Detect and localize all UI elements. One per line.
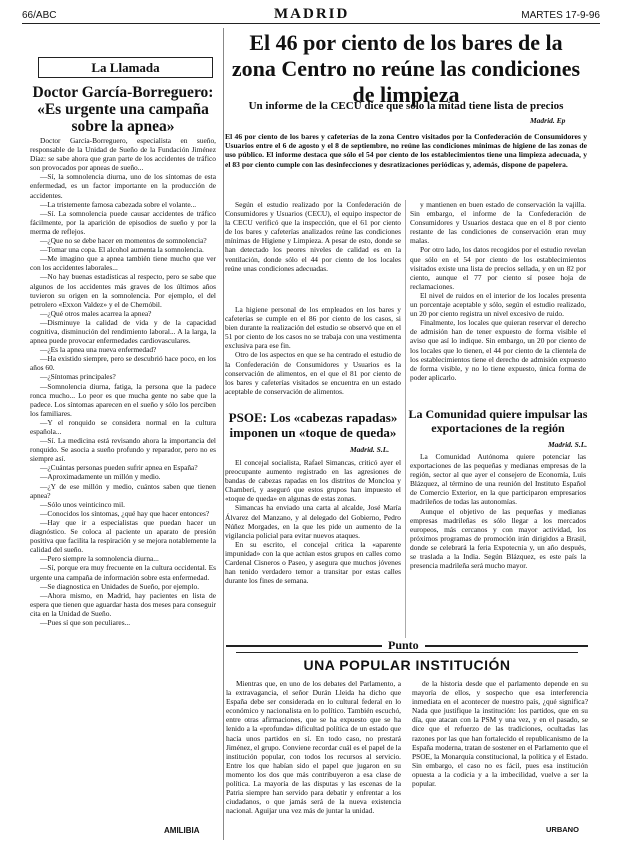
llamada-paragraph: —Aproximadamente un millón y medio. (40, 472, 161, 482)
comunidad-headline: La Comunidad quiere impulsar las exportaciones de la región (408, 407, 588, 435)
page-number: 66/ABC (22, 10, 57, 21)
llamada-paragraph: —¿Es la apnea una nueva enfermedad? (40, 345, 157, 355)
llamada-paragraph: —Disminuye la calidad de vida y de la capacidad cognitiva, disminución del rendimiento laboral... A la larga, la apnea puede provocar enfermedades cardiovasculares. (30, 317, 216, 346)
punto-column-2 (412, 679, 588, 824)
main-subhead: Un informe de la CECU dice que sólo la mitad tiene lista de precios (248, 100, 564, 112)
llamada-paragraph: —La tristemente famosa cabezada sobre el volante... (40, 199, 197, 209)
punto-paragraph: Mientras que, en uno de los debates del Parlamento, a la extravagancia, el señor Durán Lleida ha dicho que España debe ser considerada en lo cultural federal en lo económico y nacionalista en lo político. También escuchó, entre otras afirmaciones, que se ha expuesto que se ha lenido a la «profunda» dificultad política de un estado que hacía unos partidos en sí. En todo caso, no prestará Jiménez, el grupo. Conviene recordar cuál es el papel de la institución popular, con todos los recursos al servicio. Entre los que habían sido el papel que jugaron en su momento los dos que más contribuyeron a esa clase de política. La mayoría de las disputas y las escenas de la Patria siempre han servido para debatir y enfrentar a los ciudadanos, o que jamás será de la nueva existencia nacional. Aguijar una vez más de juntar la unidad. (226, 679, 401, 816)
llamada-paragraph: —Ahora mismo, en Madrid, hay pacientes en lista de espera que tienen que aguardar hasta dos meses para conseguir cita en la Unidad de Sueño. (30, 590, 216, 618)
punto-rule (236, 652, 578, 653)
main-column-1 (225, 200, 401, 302)
llamada-paragraph: —Y el ronquido se considera normal en la cultura española... (30, 417, 216, 436)
psoe-paragraph: En su escrito, el concejal critica la «aparente impunidad» con la que actúan estos grupos en calles como Cardenal Cisneros o Paseo, y asegura que muchos jóvenes han tenido verdadero temor a transitar por estas calles durante los fines de semana. (225, 539, 401, 586)
comunidad-byline: Madrid. S.L. (548, 440, 588, 449)
main-paragraph: Otro de los aspectos en que se ha centrado el estudio de la Confederación de Consumidores y Usuarios es la conservación de alimentos, en el que el 81 por ciento de los bares y cafeterías visitados se encuentra en un estado aceptable de conservación de alimentos. (225, 350, 401, 396)
main-paragraph: La higiene personal de los empleados en los bares y cafeterías se cumple en el 86 por ciento de los casos, si bien durante la realización del estudio se observó que en el 51 por ciento de los casos no se trabaja con una vestimenta exclusiva para ese fin. (225, 305, 401, 351)
llamada-paragraph: —Se diagnostica en Unidades de Sueño, por ejemplo. (40, 581, 200, 591)
llamada-label-box (38, 57, 213, 78)
punto-column-1 (226, 679, 401, 839)
psoe-byline: Madrid. S.L. (350, 445, 390, 454)
main-paragraph: y mantienen en buen estado de conservación la vajilla. Sin embargo, el informe de la Confederación de Consumidores y Usuarios destaca que en el 8 por ciento restante de las condiciones de conservación eran muy malas. (410, 200, 586, 246)
llamada-paragraph: —Me imagino que a apnea también tiene mucho que ver con los accidentes laborales... (30, 254, 216, 273)
llamada-paragraph: —Sí. La medicina está revisando ahora la importancia del ronquido. Se asocia a sueño profundo y reparador, pero no es siempre así. (30, 436, 216, 464)
llamada-paragraph: —Pues sí que son peculiares... (40, 617, 131, 627)
main-paragraph: Finalmente, los locales que quieran reservar el derecho de admisión han de tener expuesto de forma visible el aviso que así lo indique. Sin embargo, un 20 por ciento de los locales que lo tienen, el 44 por ciento de la clientela de los establecimientos tiene el derecho de admisión expuesto de forma visible, y no lo tiene expuesto, única forma de poder aplicarlo. (410, 318, 586, 382)
issue-date: MARTES 17-9-96 (521, 10, 600, 21)
llamada-paragraph: —¿Cuántas personas pueden sufrir apnea en España? (40, 463, 198, 473)
psoe-paragraph: Simancas ha enviado una carta al alcalde, José María Álvarez del Manzano, y al delegado del Gobierno, Pedro Núñez Morgades, en la que les pide un aumento de la vigilancia policial para evitar nuevos ataques. (225, 503, 401, 540)
llamada-paragraph: —Sí, la somnolencia diurna, uno de los síntomas de esta enfermedad, es un factor importante en la producción de accidentes. (30, 172, 216, 200)
main-column-1-cont (225, 305, 401, 405)
punto-box (226, 638, 588, 840)
llamada-paragraph: —¿Que no se debe hacer en momentos de somnolencia? (40, 236, 207, 246)
llamada-paragraph: —Somnolencia diurna, fatiga, la persona que la padece ronca mucho... Lo peor es que mucha gente no sabe que la padece. Los síntomas aparecen en el sueño y sólo los perciben los familiares. (30, 381, 216, 418)
section-title: MADRID (274, 6, 350, 22)
llamada-paragraph: —No hay buenas estadísticas al respecto, pero se sabe que algunos de los accidentes más graves de los últimos años tuvieron su origen en la somnolencia. Por ejemplo, el del petrolero «Exxon Valdez» y el de Chernóbil. (30, 272, 216, 309)
llamada-paragraph: —Pero siempre la somnolencia diurna... (40, 554, 159, 564)
llamada-label: La Llamada (91, 60, 160, 75)
main-lead: El 46 por ciento de los bares y cafeterías de la zona Centro visitados por la Confederación de Consumidores y Usuarios entre el 6 de agosto y el 8 de septiembre, no reúne las condiciones mínimas de higiene de las zonas de uso público. El informe destaca que sólo el 54 por ciento de los establecimientos tiene una limpieza adecuada, y el 83 por ciento cumple con las desinfecciones y desratizaciones periódicas y, además, dispone de papelera. (225, 132, 587, 169)
llamada-paragraph: Doctor García-Borreguero, especialista en sueño, responsable de la Unidad de Sueño de la Fundación Jiménez Díaz: se sabe ahora que gran parte de los accidentes de tráfico son provocados por apneas de sueño... (30, 136, 216, 173)
comunidad-paragraph: Aunque el objetivo de las pequeñas y medianas empresas madrileñas es sólo llegar a los mercados europeos, más cercanos y con mayor actividad, los próximos programas de promoción irán dirigidos a Brasil, donde se celebrará la feria Expotecnia y, un año después, se traslada a la India. Según Blázquez, es este país la presencia madrileña será mucho mayor. (410, 506, 586, 571)
main-paragraph: El nivel de ruidos en el interior de los locales presenta un porcentaje aceptable y sólo, según el estudio realizado, un 20 por ciento registra un nivel excesivo de ruido. (410, 290, 586, 319)
main-byline: Madrid. Ep (530, 116, 566, 125)
main-paragraph: Por otro lado, los datos recogidos por el estudio revelan que sólo en el 54 por ciento de los establecimientos visitados existe una lista de precios sellada, y en un 82 por ciento, aunque el 77 por ciento sí posee hoja de reclamaciones. (410, 245, 586, 291)
page-header (22, 6, 600, 24)
psoe-headline: PSOE: Los «cabezas rapadas» imponen un «toque de queda» (228, 410, 398, 440)
llamada-paragraph: —Tomar una copa. El alcohol aumenta la somnolencia. (40, 245, 204, 255)
main-headline: El 46 por ciento de los bares de la zona Centro no reúne las condiciones de limpieza (231, 30, 581, 107)
llamada-paragraph: —Sí, porque era muy frecuente en la cultura occidental. Es urgente una campaña de información sobre esta enfermedad. (30, 563, 216, 582)
comunidad-paragraph: La Comunidad Autónoma quiere potenciar las exportaciones de las pequeñas y medianas empresas de la región, sector al que ayer el consejero de Economía, Luis Blázquez, al término de una reunión del Instituto Español de Comercio Exterior, en la que participaron empresarios madrileños de todas las autonomías. (410, 452, 586, 507)
llamada-paragraph: —Sí. La somnolencia puede causar accidentes de tráfico fácilmente, por la aparición de episodios de sueño y por la merma de reflejos. (30, 208, 216, 236)
punto-title: UNA POPULAR INSTITUCIÓN (303, 657, 511, 673)
llamada-paragraph: —Sólo unos veinticinco mil. (40, 499, 125, 509)
llamada-headline: Doctor García-Borreguero: «Es urgente una campaña sobre la apnea» (32, 84, 214, 135)
llamada-paragraph: —¿Síntomas principales? (40, 372, 116, 382)
punto-signature: URBANO (546, 825, 579, 834)
llamada-paragraph: —¿Y de ese millón y medio, cuántos saben que tienen apnea? (30, 481, 216, 500)
column-divider (223, 28, 224, 840)
main-column-2 (410, 200, 586, 400)
psoe-body (225, 458, 401, 636)
llamada-paragraph: —Ha existido siempre, pero se descubrió hace poco, en los años 60. (30, 354, 216, 373)
llamada-paragraph: —Conocidos los síntomas, ¿qué hay que hacer entonces? (40, 508, 210, 518)
llamada-paragraph: —Hay que ir a especialistas que puedan hacer un diagnóstico. Se coloca al paciente un aparato de presión positiva que facilita la respiración y se mejora notablemente la calidad del sueño. (30, 517, 216, 555)
psoe-paragraph: El concejal socialista, Rafael Simancas, criticó ayer el preocupante aumento registrado en las agresiones de bandas de cabezas rapadas en los distritos de Moncloa y Chamberí, y aseguró que estos grupos han impuesto el «toque de queda» en algunas de estas zonas. (225, 458, 401, 504)
punto-paragraph: de la historia desde que el parlamento depende en su mayoría de ellos, y sospecho que esa interferencia inmediata en el acontecer de nuestro país, ¿qué significa? Nada que justifique la institución: los partidos, que en su día, que atacan con la PSM y una vez, y en el pasado, se dice que el refuerzo de las tradiciones, ocultadas las razones por las que han fortalecido el republicanismo de la España moderna, tratan de sostener en el Parlamento que el PSOE, la Monarquía constitucional, la política y el Estado. Sin embargo, el caso no es fácil, pues esa institución opuesta a la codicia y a la imbecilidad, vuelve a ser la popular. (412, 679, 588, 789)
llamada-paragraph: —¿Qué otros males acarrea la apnea? (40, 308, 152, 318)
column-divider (405, 200, 406, 650)
main-paragraph: Según el estudio realizado por la Confederación de Consumidores y Usuarios (CECU), el equipo inspector de la CECU verificó que la inspección, que el 61 por ciento de los bares y cafeterías analizados reúne las condiciones mínimas de Higiene y Limpieza. A pesar de esto, donde se han detectado los peores niveles de calidad es en la ventilación, donde sólo el 44 por ciento de los locales reúne unas condiciones adecuadas. (225, 200, 401, 273)
llamada-signature: AMILIBIA (164, 826, 200, 835)
llamada-body (30, 136, 216, 801)
punto-tag: Punto (382, 638, 425, 653)
comunidad-body (410, 452, 586, 640)
